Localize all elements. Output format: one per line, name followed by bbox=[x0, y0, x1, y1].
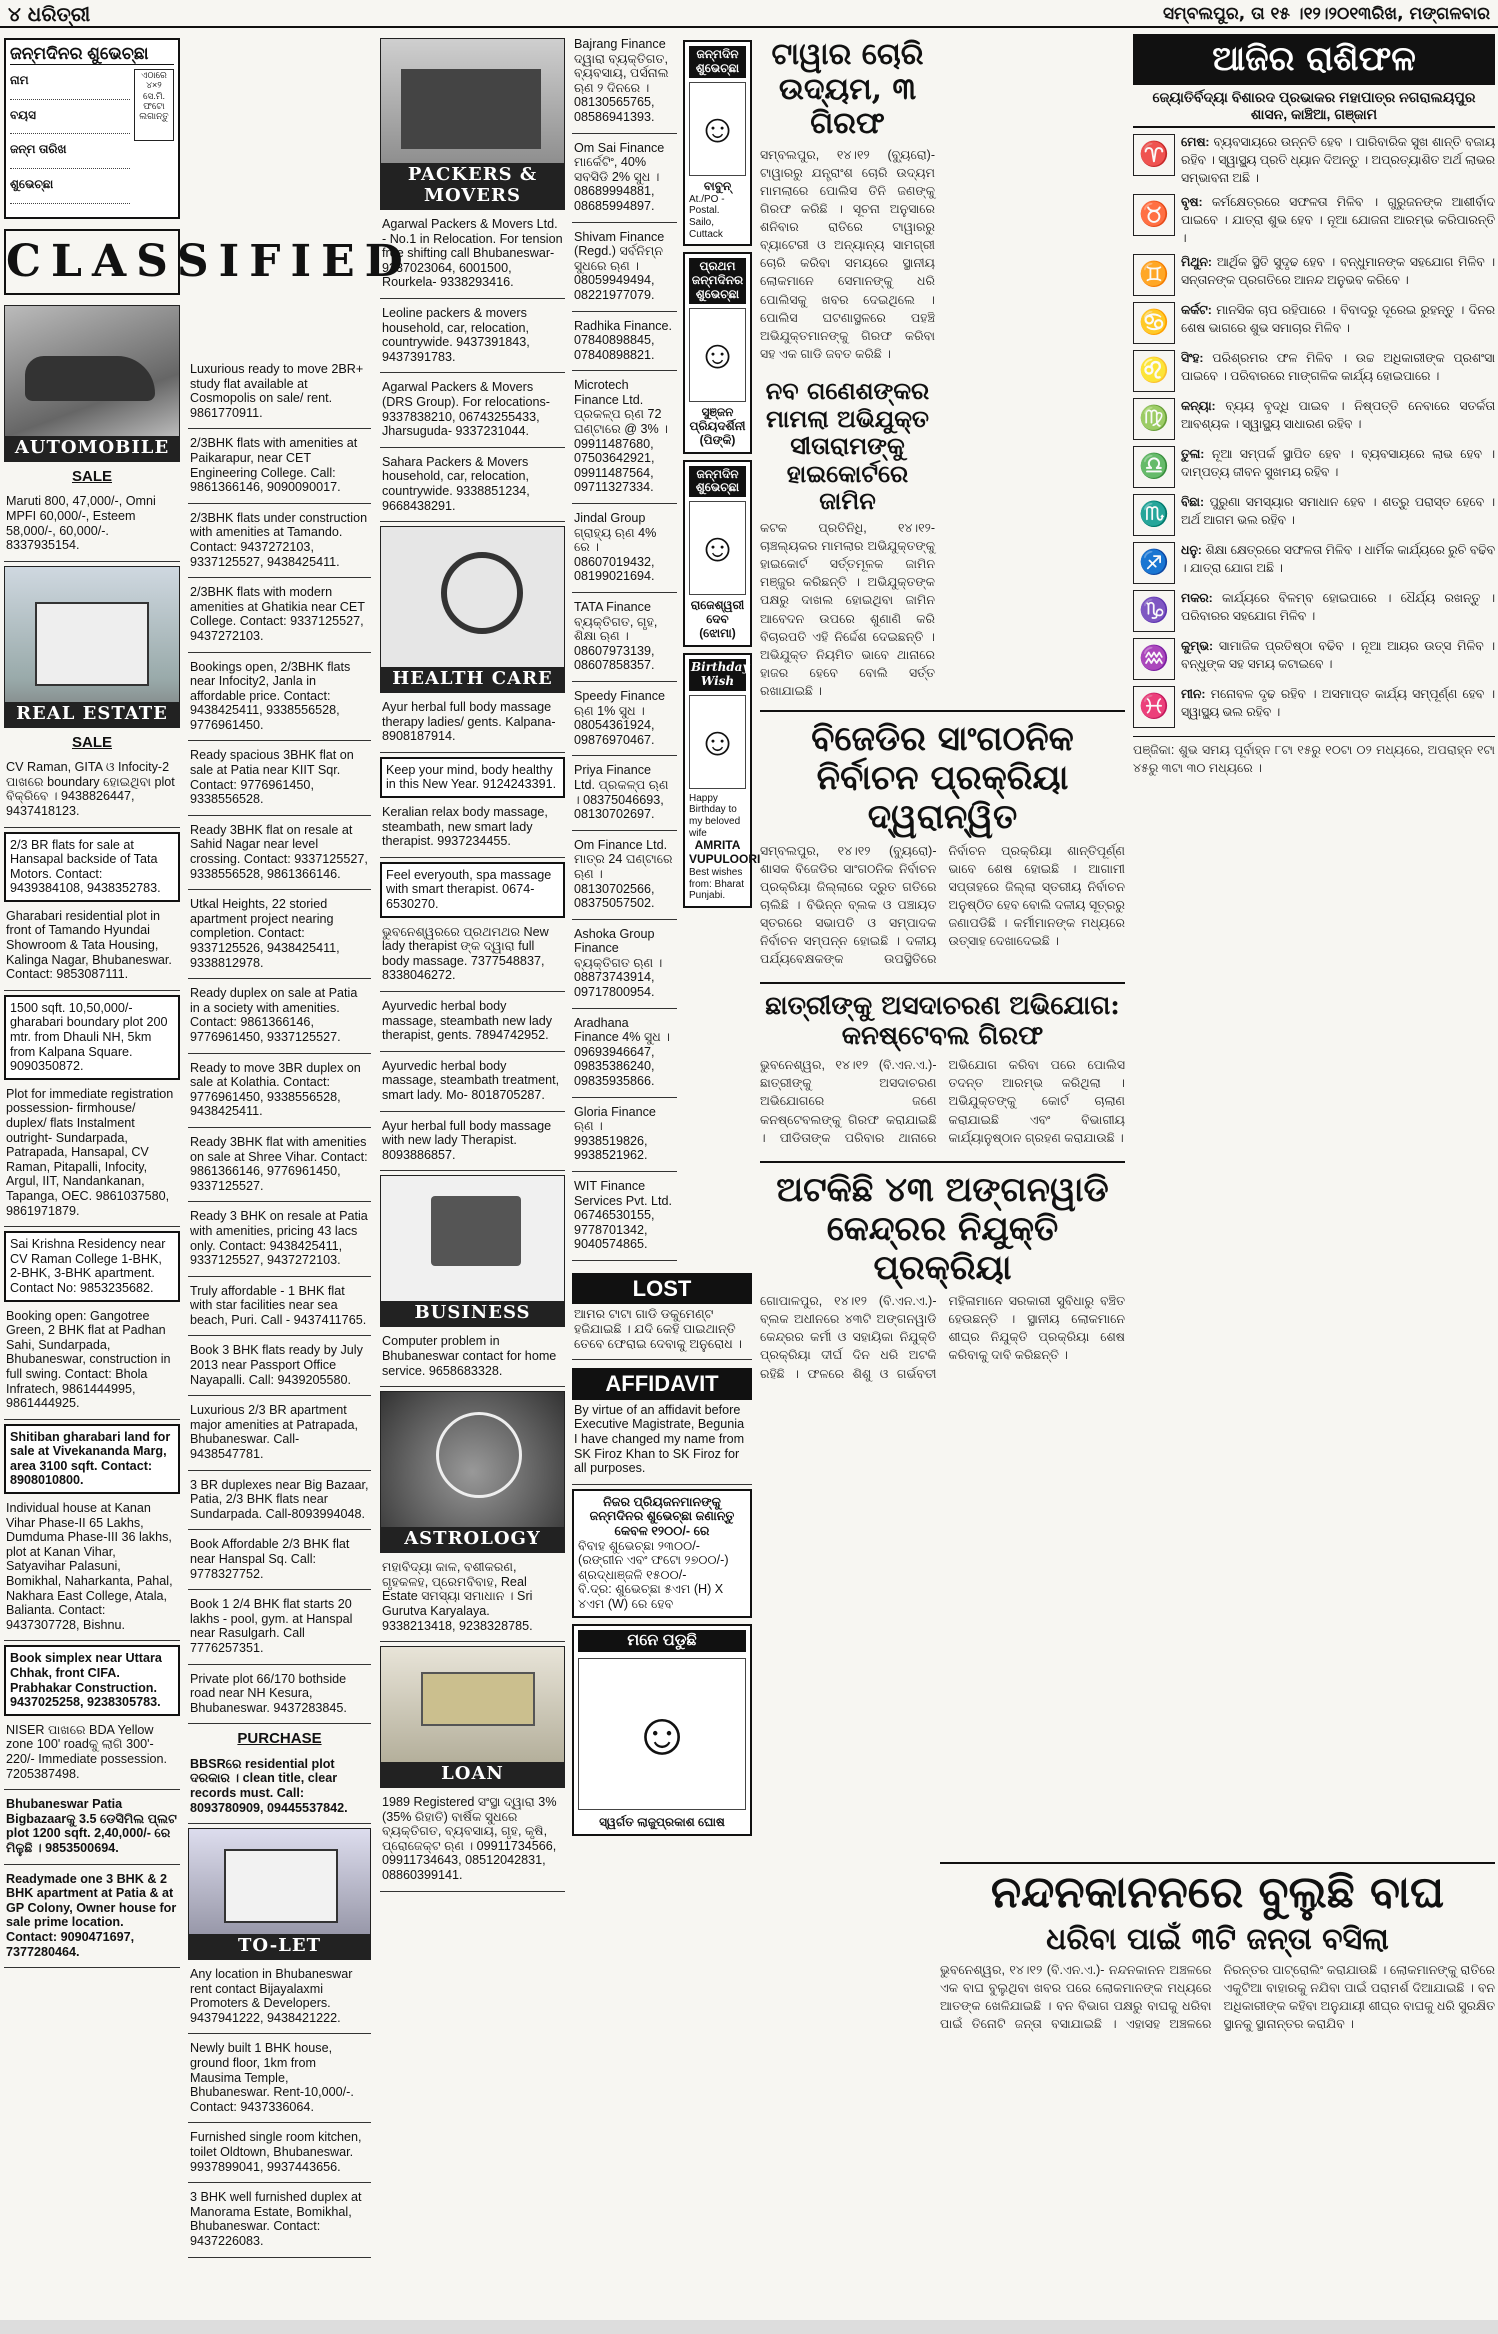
memorial-box bbox=[572, 1624, 752, 1836]
elder-photo: ☺ bbox=[578, 1658, 746, 1810]
horoscope-sign: ♋ କର୍କଟ: ମାନସିକ ଚାପ ରହିପାରେ । ବିବାଦରୁ ଦୂରେଇ ରୁହନ୍ତୁ । ଦିନର ଶେଷ ଭାଗରେ ଶୁଭ ସମାଚାର ମିଳିବ । bbox=[1133, 302, 1495, 344]
loan-banner bbox=[380, 1646, 565, 1788]
lost-heading: LOST bbox=[572, 1273, 752, 1305]
ad-item: NISER ପାଖରେ BDA Yellow zone 100' roadକୁ ଲାଗି 300'- 220/- Immediate possession. 7205387498. bbox=[4, 1720, 180, 1790]
finance-ad: Shivam Finance (Regd.) ସର୍ବନିମ୍ନ ସୁଧରେ ଋଣ । 08059949494, 08221977079. bbox=[572, 227, 677, 312]
ad-item: 2/3BHK flats with amenities at Paikarapur, near CET Engineering College. Call: 9861366146, 9090090017. bbox=[188, 433, 371, 503]
wish-name: ସୁଞ୍ଜନ ପ୍ରିୟଦର୍ଶିନୀ (ପିଙ୍କି) bbox=[689, 404, 746, 447]
zodiac-wheel-icon bbox=[436, 1412, 522, 1498]
ad-item: Booking open: Gangotree Green, 2 BHK flat at Padhan Sahi, Sundarpada, Bhubaneswar, construction in full swing. Contact: Bhola Infratech, 9861444995, 9861444925. bbox=[4, 1306, 180, 1420]
wish-line: Happy Birthday to my beloved wife bbox=[689, 792, 741, 839]
headline-bjd-election: ବିଜେଡିର ସାଂଗଠନିକ ନିର୍ବାଚନ ପ୍ରକ୍ରିୟା ଦ୍ୱରାନ୍ୱିତ bbox=[811, 719, 1074, 838]
memorial-title: ମନେ ପଡୁଛି bbox=[578, 1630, 746, 1653]
page-bottom-edge bbox=[0, 2320, 1498, 2334]
real-estate-label: REAL ESTATE bbox=[5, 702, 179, 727]
house-icon bbox=[35, 602, 149, 686]
form-field-wish[interactable]: ଶୁଭେଚ୍ଛା bbox=[10, 178, 130, 208]
ad-item: Newly built 1 BHK house, ground floor, 1km from Mausima Temple, Bhubaneswar. Rent-10,000/-. Contact: 9437336064. bbox=[188, 2038, 371, 2123]
ad-item: Sai Krishna Residency near CV Raman College 1-BHK, 2-BHK, 3-BHK apartment. Contact No: 9853235682. bbox=[4, 1231, 180, 1301]
story-high-court-bail: କଟକ ପ୍ରତିନିଧି, ୧୪।୧୨- ଚାଞ୍ଚଲ୍ୟକର ମାମଲାର ଅଭିଯୁକ୍ତଙ୍କୁ ହାଇକୋର୍ଟ ସର୍ତ୍ତମୂଳକ ଜାମିନ ମଞ୍ଜୁର କରିଛନ୍ତି । ଅଭିଯୁକ୍ତଙ୍କ ପକ୍ଷରୁ ଦାଖଲ ହୋଇଥିବା ଜାମିନ ଆବେଦନ ଉପରେ ଶୁଣାଣି କରି ବିଚାରପତି ଏହି ନିର୍ଦ୍ଦେଶ ଦେଇଛନ୍ତି । ଅଭିଯୁକ୍ତ ନିୟମିତ ଭାବେ ଥାନାରେ ହାଜର ହେବେ ବୋଲି ସର୍ତ୍ତ ରଖାଯାଇଛି । bbox=[760, 520, 935, 699]
horoscope-sign: ♍ କନ୍ୟା: ବ୍ୟୟ ବୃଦ୍ଧି ପାଇବ । ନିଷ୍ପତ୍ତି ନେବାରେ ସତର୍କତା ଆବଶ୍ୟକ । ସ୍ୱାସ୍ଥ୍ୟ ସାଧାରଣ ରହିବ । bbox=[1133, 398, 1495, 440]
finance-ad: Speedy Finance ଋଣ 1% ସୁଧ । 08054361924, 09876970467. bbox=[572, 686, 677, 756]
ad-item: Truly affordable - 1 BHK flat with star facilities near sea beach, Puri. Call - 9437411765. bbox=[188, 1281, 371, 1337]
ad-item: Ayur herbal full body massage therapy ladies/ gents. Kalpana- 8908187914. bbox=[380, 697, 565, 753]
child-photo: ☺ bbox=[689, 308, 746, 402]
muhurta-text: ପଞ୍ଜିକା: ଶୁଭ ସମୟ ପୂର୍ବାହ୍ନ ୮ଟା ୧୫ରୁ ୧୦ଟା ୦୨ ମଧ୍ୟରେ, ଅପରାହ୍ନ ୧ଟା ୪୫ରୁ ୩ଟା ୩୦ ମଧ୍ୟରେ । bbox=[1133, 736, 1495, 777]
car-icon bbox=[25, 356, 155, 401]
wish-title: Birthday Wish bbox=[689, 659, 746, 691]
rates-box bbox=[572, 1489, 752, 1618]
ad-item: Readymade one 3 BHK & 2 BHK apartment at Patia & at GP Colony, Owner house for sale prime location. Contact: 9090471697, 7377280464. bbox=[4, 1869, 180, 1969]
headline-tower-theft: ଟାୱାର ଚୋରି ଉଦ୍ୟମ, ୩ ଗିରଫ bbox=[771, 37, 924, 141]
ad-item: Agarwal Packers & Movers (DRS Group). For relocations- 9337838210, 06743255433, Jharsuguda- 9337231044. bbox=[380, 377, 565, 447]
ad-item: Book 3 BHK flats ready by July 2013 near Passport Office Nayapalli. Call: 9439205580. bbox=[188, 1340, 371, 1396]
ad-item: Maruti 800, 47,000/-, Omni MPFI 60,000/-, Esteem 58,000/-, 60,000/-. 8337935154. bbox=[4, 491, 180, 561]
wish-title: ଜନ୍ମଦିନ ଶୁଭେଚ୍ଛା bbox=[689, 466, 746, 498]
leo-icon: ♌ bbox=[1133, 350, 1175, 392]
wish-address: At./PO - Postal. Sailo, Cuttack bbox=[689, 193, 725, 240]
ad-item: Ayurvedic herbal body massage, steambath new lady therapist, gents. 7894742952. bbox=[380, 996, 565, 1052]
ad-item: Bookings open, 2/3BHK flats near Infocity2, Janla in affordable price. Contact: 9438425411, 9338556528, 9776961450. bbox=[188, 657, 371, 742]
packers-banner bbox=[380, 38, 565, 210]
finance-ad: WIT Finance Services Pvt. Ltd. 06746530155, 9778701342, 9040574865. bbox=[572, 1176, 677, 1261]
finance-ad: Aradhana Finance 4% ସୁଧ । 09693946647, 09835386240, 09835935866. bbox=[572, 1013, 677, 1098]
ad-item: Agarwal Packers & Movers Ltd. - No.1 in Relocation. For tension free shifting call Bhubaneswar- 9337023064, 6001500, Rourkela- 9338293416. bbox=[380, 214, 565, 299]
ad-item: BBSRରେ residential plot ଦରକାର । clean title, clear records must. Call: 8093780909, 09445537842. bbox=[188, 1754, 371, 1824]
ad-item: 3 BR duplexes near Big Bazaar, Patia, 2/3 BHK flats near Sundarpada. Call-8093994048. bbox=[188, 1475, 371, 1531]
ad-item: Sahara Packers & Movers household, car, relocation, countrywide. 9338851234, 9668438291. bbox=[380, 452, 565, 522]
rates-line: (ରଙ୍ଗୀନ ଏବଂ ଫଟୋ ୨୭୦୦/-) bbox=[578, 1553, 729, 1568]
horoscope-sign: ♉ ବୃଷ: କର୍ମକ୍ଷେତ୍ରରେ ସଫଳତା ମିଳିବ । ଗୁରୁଜନଙ୍କ ଆଶୀର୍ବାଦ ପାଇବେ । ଯାତ୍ରା ଶୁଭ ହେବ । ନୂଆ ଯୋଜନା ଆରମ୍ଭ କରିପାରନ୍ତି । bbox=[1133, 194, 1495, 248]
ad-item: Bhubaneswar Patia Bigbazaarକୁ 3.5 ଡେସିମିଲ ପ୍ଲଟ plot 1200 sqft. 2,40,000/- ରେ ମିଳୁଛି । 9853500694. bbox=[4, 1794, 180, 1864]
rates-line: ଶ୍ରଦ୍ଧାଞ୍ଜଳି ୧୫୦୦/- bbox=[578, 1567, 687, 1582]
finance-ad: Microtech Finance Ltd. ପ୍ରକଳ୍ପ ଋଣ 72 ଘଣ୍ଟାରେ @ 3% । 09911487680, 07503642921, 09911487564, 09711327334. bbox=[572, 375, 677, 504]
ad-item: Private plot 66/170 bothside road near NH Kesura, Bhubaneswar. 9437283845. bbox=[188, 1669, 371, 1725]
subheadline-tiger: ଧରିବା ପାଇଁ ୩ଟି ଜନ୍ତା ବସିଲା bbox=[1046, 1921, 1389, 1957]
gemini-icon: ♊ bbox=[1133, 254, 1175, 296]
ad-item: Luxurious 2/3 BR apartment major amenities at Patrapada, Bhubaneswar. Call-9438547781. bbox=[188, 1400, 371, 1470]
ad-item: ଭୁବନେଶ୍ୱରରେ ପ୍ରଥମଥର New lady therapist ଙ୍କ ଦ୍ୱାରା full body massage. 7377548837, 8338046272. bbox=[380, 922, 565, 992]
birthday-form-title: ଜନ୍ମଦିନର ଶୁଭେଚ୍ଛା bbox=[10, 44, 174, 65]
finance-ad: Priya Finance Ltd. ପ୍ରକଳ୍ପ ଋଣ । 08375046693, 08130702697. bbox=[572, 760, 677, 830]
ad-item: 2/3BHK flats with modern amenities at Ghatikia near CET College. Contact: 9337125527, 9437272103. bbox=[188, 582, 371, 652]
taurus-icon: ♉ bbox=[1133, 194, 1175, 236]
story-constable-arrest: ଭୁବନେଶ୍ୱର, ୧୪।୧୨ (ବି.ଏନ.ଏ.)- ଛାତ୍ରୀଙ୍କୁ ଅସଦାଚରଣ ଅଭିଯୋଗରେ ଜଣେ କନଷ୍ଟେବଲଙ୍କୁ ଗିରଫ କରାଯାଇଛି । ପୀଡିତାଙ୍କ ପରିବାର ଥାନାରେ ଅଭିଯୋଗ କରିବା ପରେ ପୋଲିସ ତଦନ୍ତ ଆରମ୍ଭ କରିଥିଲା । ଅଭିଯୁକ୍ତଙ୍କୁ କୋର୍ଟ ଚାଲାଣ କରାଯାଇଛି ଏବଂ ବିଭାଗୀୟ କାର୍ଯ୍ୟାନୁଷ୍ଠାନ ଗ୍ରହଣ କରାଯାଉଛି । bbox=[760, 1058, 1125, 1145]
finance-ad: Bajrang Finance ଦ୍ୱାରା ବ୍ୟକ୍ତିଗତ, ବ୍ୟବସାୟ, ପର୍ସନାଲ ଋଣ ୨ ଦିନରେ । 08130565765, 08586941393. bbox=[572, 34, 677, 134]
capricorn-icon: ♑ bbox=[1133, 590, 1175, 632]
rates-title: ନିଜର ପ୍ରିୟଜନମାନଙ୍କୁ ଜନ୍ମଦିନର ଶୁଭେଚ୍ଛା ଜଣାନ୍ତୁ କେବଳ ୧୨୦୦/- ରେ bbox=[589, 1494, 735, 1538]
wish-name: ବାବୁନ୍ bbox=[703, 178, 732, 193]
business-banner bbox=[380, 1175, 565, 1327]
ad-item: Luxurious ready to move 2BR+ study flat available at Cosmopolis on sale/ rent. 9861770911. bbox=[188, 359, 371, 429]
birthday-wish-3 bbox=[683, 460, 752, 648]
wish-name: ରାଜେଶ୍ୱରୀ ଦେବ (ଝୋମା) bbox=[690, 598, 745, 641]
ad-item: Book Affordable 2/3 BHK flat near Hanspal Sq. Call: 9778327752. bbox=[188, 1534, 371, 1590]
ad-item: Book 1 2/4 BHK flat starts 20 lakhs - pool, gym. at Hanspal near Rasulgarh. Call 7776257351. bbox=[188, 1594, 371, 1664]
child-photo: ☺ bbox=[689, 82, 746, 176]
libra-icon: ♎ bbox=[1133, 446, 1175, 488]
sale-heading-2: SALE bbox=[71, 733, 112, 751]
ad-item: Ready 3BHK flat on resale at Sahid Nagar near level crossing. Contact: 9337125527, 9338556528, 9861366146. bbox=[188, 820, 371, 890]
finance-ad: Jindal Group ଗ୍ରାହ୍ୟ ଋଣ 4% ରେ । 08607019432, 08199021694. bbox=[572, 508, 677, 593]
finance-ad: Ashoka Group Finance ବ୍ୟକ୍ତିଗତ ଋଣ । 08873743914, 09717800954. bbox=[572, 924, 677, 1009]
truck-icon bbox=[401, 69, 541, 149]
ad-item: Gharabari residential plot in front of Tamando Hyundai Showroom & Tata Housing, Kalinga Nagar, Bhubaneswar. Contact: 9853087111. bbox=[4, 906, 180, 991]
real-estate-banner bbox=[4, 566, 180, 728]
memorial-name: ସ୍ୱର୍ଗତ ଲାଜୁପ୍ରକାଶ ଘୋଷ bbox=[599, 1815, 725, 1830]
wish-title: ଜନ୍ମଦିନ ଶୁଭେଚ୍ଛା bbox=[689, 46, 746, 78]
ad-item: Leoline packers & movers household, car, relocation, countrywide. 9437391843, 9437391783. bbox=[380, 303, 565, 373]
ad-item: 2/3 BR flats for sale at Hansapal backside of Tata Motors. Contact: 9439384108, 9438352783. bbox=[4, 832, 180, 902]
lost-notice: ଆମର ଟାଟା ଗାଡି ଡକୁମେଣ୍ଟ ହଜିଯାଇଛି । ଯଦି କେହି ପାଇଥାନ୍ତି ତେବେ ଫେରାଇ ଦେବାକୁ ଅନୁରୋଧ । bbox=[572, 1304, 752, 1360]
column-4 bbox=[572, 34, 761, 2324]
cancer-icon: ♋ bbox=[1133, 302, 1175, 344]
horoscope-sign: ♏ ବିଛା: ପୁରୁଣା ସମସ୍ୟାର ସମାଧାନ ହେବ । ଶତ୍ରୁ ପରାସ୍ତ ହେବେ । ଅର୍ଥ ଆଗମ ଭଲ ରହିବ । bbox=[1133, 494, 1495, 536]
finance-ad: TATA Finance ବ୍ୟକ୍ତିଗତ, ଗୃହ, ଶିକ୍ଷା ଋଣ । 08607973139, 08607858357. bbox=[572, 597, 677, 682]
briefcase-icon bbox=[431, 1196, 521, 1266]
birthday-wish-4 bbox=[683, 653, 761, 908]
story-tower-theft: ସମ୍ବଲପୁର, ୧୪।୧୨ (ବ୍ୟୁରୋ)- ଟାୱାରରୁ ଯନ୍ତ୍ରାଂଶ ଚୋରି ଉଦ୍ୟମ ମାମଲାରେ ପୋଲିସ ତିନି ଜଣଙ୍କୁ ଗିରଫ କରିଛି । ସୂଚନା ଅନୁସାରେ ଶନିବାର ରାତିରେ ଟାୱାରରୁ ବ୍ୟାଟେରୀ ଓ ଅନ୍ୟାନ୍ୟ ସାମଗ୍ରୀ ଚୋରି କରିବା ସମୟରେ ସ୍ଥାନୀୟ ଲୋକମାନେ ସେମାନଙ୍କୁ ଧରି ପୋଲିସକୁ ଖବର ଦେଇଥିଲେ । ପୋଲିସ ଘଟଣାସ୍ଥଳରେ ପହଞ୍ଚି ଅଭିଯୁକ୍ତମାନଙ୍କୁ ଗିରଫ କରିବା ସହ ଏକ ଗାଡି ଜବତ କରିଛି । bbox=[760, 147, 935, 361]
ad-item: 3 BHK well furnished duplex at Manorama Estate, Bomikhal, Bhubaneswar. Contact: 9437226083. bbox=[188, 2187, 371, 2257]
to-let-banner bbox=[188, 1828, 371, 1960]
ad-item: Any location in Bhubaneswar rent contact Bijayalaxmi Promoters & Developers. 9437941222, 9438421222. bbox=[188, 1964, 371, 2034]
classified-heading: CLASSIFIED bbox=[4, 229, 180, 295]
horoscope-sign: ♑ ମକର: କାର୍ଯ୍ୟରେ ବିଳମ୍ବ ହୋଇପାରେ । ଧୈର୍ଯ୍ୟ ରଖନ୍ତୁ । ପରିବାରର ସହଯୋଗ ମିଳିବ । bbox=[1133, 590, 1495, 632]
pisces-icon: ♓ bbox=[1133, 686, 1175, 728]
headline-high-court-bail: ନବ ଗଣେଶଙ୍କର ମାମଲା ଅଭିଯୁକ୍ତ ସୀତାରାମଙ୍କୁ ହାଇକୋର୍ଟରେ ଜାମିନ bbox=[765, 376, 930, 516]
horoscope-sign: ♐ ଧନୁ: ଶିକ୍ଷା କ୍ଷେତ୍ରରେ ସଫଳତା ମିଳିବ । ଧାର୍ମିକ କାର୍ଯ୍ୟରେ ରୁଚି ବଢିବ । ଯାତ୍ରା ଯୋଗ ଅଛି । bbox=[1133, 542, 1495, 584]
stethoscope-icon bbox=[441, 552, 523, 634]
business-label: BUSINESS bbox=[381, 1301, 564, 1326]
ad-item: Plot for immediate registration possession- firmhouse/ duplex/ flats Instalment outright- Sundarpada, Patrapada, Hansapal, CV Raman, Pitapalli, Infocity, Argul, IIT, Nandankanan, Tapanga, OEC. 9861037580, 9861971879. bbox=[4, 1084, 180, 1227]
loan-label: LOAN bbox=[381, 1762, 564, 1787]
horoscope-sign: ♒ କୁମ୍ଭ: ସାମାଜିକ ପ୍ରତିଷ୍ଠା ବଢିବ । ନୂଆ ଆୟର ଉତ୍ସ ମିଳିବ । ବନ୍ଧୁଙ୍କ ସହ ସମୟ କଟାଇବେ । bbox=[1133, 638, 1495, 680]
ad-item: Ready duplex on sale at Patia in a society with amenities. Contact: 9861366146, 9776961450, 9337125527. bbox=[188, 983, 371, 1053]
ad-item: 1500 sqft. 10,50,000/- gharabari boundary plot 200 mtr. from Dhauli NH, 5km from Kalpana Square. 9090350872. bbox=[4, 995, 180, 1080]
ad-item: Keralian relax body massage, steambath, new smart lady therapist. 9937234455. bbox=[380, 802, 565, 858]
scorpio-icon: ♏ bbox=[1133, 494, 1175, 536]
automobile-banner bbox=[4, 305, 180, 462]
health-care-banner bbox=[380, 526, 565, 693]
horoscope-byline: ଜ୍ୟୋତିର୍ବିଦ୍ୟା ବିଶାରଦ ପ୍ରଭାକର ମହାପାତ୍ର ନଗରାଲୟପୁର ଶାସନ, କାଞ୍ଚିଆ, ଗଞ୍ଜାମ bbox=[1133, 85, 1495, 127]
ad-item: Ready 3BHK flat with amenities on sale at Shree Vihar. Contact: 9861366146, 9776961450, 9337125527. bbox=[188, 1132, 371, 1202]
column-3 bbox=[380, 34, 565, 2324]
money-icon bbox=[421, 1672, 535, 1726]
purchase-heading: PURCHASE bbox=[237, 1730, 322, 1748]
form-field-age[interactable]: ବୟସ bbox=[10, 109, 130, 139]
house-icon bbox=[224, 1849, 338, 1923]
finance-ad: Om Sai Finance ମାର୍କେଟିଂ, 40% ସବସିଡି 2% ସୁଧ । 08689994881, 08685994897. bbox=[572, 138, 677, 223]
rates-line: ବି.ଦ୍ର: ଶୁଭେଚ୍ଛା ୫ଏମ (H) X ୪ଏମ (W) ରେ ହେବ bbox=[578, 1582, 724, 1611]
packers-label: PACKERS & MOVERS bbox=[381, 163, 564, 209]
finance-ad: Radhika Finance. 07840898845, 07840898821. bbox=[572, 316, 677, 372]
headline-tiger: ନନ୍ଦନକାନନରେ ବୁଲୁଛି ବାଘ bbox=[990, 1867, 1445, 1918]
to-let-label: TO-LET bbox=[189, 1934, 370, 1959]
ad-item: Ayurvedic herbal body massage, steambath treatment, smart lady. Mo- 8018705287. bbox=[380, 1056, 565, 1112]
column-2 bbox=[188, 34, 371, 2324]
horoscope-title: ଆଜିର ରାଶିଫଳ bbox=[1133, 34, 1495, 85]
photo-placeholder: ଏଠାରେ ୪×୨ ସେ.ମି. ଫଟୋ ଲଗାନ୍ତୁ bbox=[134, 69, 174, 141]
woman-photo: ☺ bbox=[689, 695, 746, 789]
ad-item: Keep your mind, body healthy in this New Year. 9124243391. bbox=[380, 757, 565, 798]
astrology-label: ASTROLOGY bbox=[381, 1527, 564, 1552]
health-care-label: HEALTH CARE bbox=[381, 667, 564, 692]
child-photo: ☺ bbox=[689, 501, 746, 595]
finance-ad: Om Finance Ltd. ମାତ୍ର 24 ଘଣ୍ଟାରେ ଋଣ । 08130702566, 08375057502. bbox=[572, 835, 677, 920]
birthday-form bbox=[4, 38, 180, 219]
horoscope-sign: ♎ ତୁଳା: ନୂଆ ସମ୍ପର୍କ ସ୍ଥାପିତ ହେବ । ବ୍ୟବସାୟରେ ଲାଭ ହେବ । ଦାମ୍ପତ୍ୟ ଜୀବନ ସୁଖମୟ ରହିବ । bbox=[1133, 446, 1495, 488]
dateline: ସମ୍ବଲପୁର, ତା ୧୫ ।୧୨।୨୦୧୩ରିଖ, ମଙ୍ଗଳବାର bbox=[1162, 4, 1490, 24]
headline-constable-arrest: ଛାତ୍ରୀଙ୍କୁ ଅସଦାଚରଣ ଅଭିଯୋଗ: କନଷ୍ଟେବଲ ଗିରଫ bbox=[765, 991, 1120, 1052]
sagittarius-icon: ♐ bbox=[1133, 542, 1175, 584]
birthday-wish-1 bbox=[683, 40, 752, 246]
affidavit-heading: AFFIDAVIT bbox=[572, 1368, 752, 1400]
ad-item: 1989 Registered ସଂସ୍ଥା ଦ୍ୱାରା 3% (35% ରିହାତି) ବାର୍ଷିକ ସୁଧରେ ବ୍ୟକ୍ତିଗତ, ବ୍ୟବସାୟ, ଗୃହ, କୃଷି, ପ୍ରୋଜେକ୍ଟ ଋଣ । 09911734566, 09911734643, 08512042831, 08860399141. bbox=[380, 1792, 565, 1892]
aries-icon: ♈ bbox=[1133, 134, 1175, 176]
tiger-story bbox=[940, 1862, 1495, 2324]
ad-item: Ready 3 BHK on resale at Patia with amenities, pricing 43 lacs only. Contact: 9438425411, 9337125527, 9437272103. bbox=[188, 1206, 371, 1276]
ad-item: ମହାବିଦ୍ୟା କାଳ, ବଶୀକରଣ, ଗୃହକଳହ, ପ୍ରେମବିବାହ, Real Estate ସମସ୍ୟା ସମାଧାନ । Sri Gurutva Karyalaya. 9338213418, 9238328785. bbox=[380, 1557, 565, 1642]
wish-name: AMRITA VUPULOORI bbox=[689, 838, 761, 867]
horoscope-sign: ♌ ସିଂହ: ପରିଶ୍ରମର ଫଳ ମିଳିବ । ଉଚ୍ଚ ଅଧିକାରୀଙ୍କ ପ୍ରଶଂସା ପାଇବେ । ପରିବାରରେ ମାଙ୍ଗଳିକ କାର୍ଯ୍ୟ ହୋଇପାରେ । bbox=[1133, 350, 1495, 392]
ad-item: Ready to move 3BR duplex on sale at Kolathia. Contact: 9776961450, 9338556528, 9438425411. bbox=[188, 1058, 371, 1128]
form-field-name[interactable]: ନାମ bbox=[10, 74, 130, 104]
wish-from: Best wishes from: Bharat Punjabi. bbox=[689, 867, 745, 902]
story-tiger: ଭୁବନେଶ୍ୱର, ୧୪।୧୨ (ବି.ଏନ.ଏ.)- ନନ୍ଦନକାନନ ଅଞ୍ଚଳରେ ଏକ ବାଘ ବୁଲୁଥିବା ଖବର ପରେ ଲୋକମାନଙ୍କ ମଧ୍ୟରେ ଆତଙ୍କ ଖେଳିଯାଇଛି । ବନ ବିଭାଗ ପକ୍ଷରୁ ବାଘକୁ ଧରିବା ପାଇଁ ତିନୋଟି ଜନ୍ତା ବସାଯାଇଛି । ଏହାସହ ଅଞ୍ଚଳରେ ନିରନ୍ତର ପାଟ୍ରୋଲିଂ କରାଯାଉଛି । ଲୋକମାନଙ୍କୁ ରାତିରେ ଏକୁଟିଆ ବାହାରକୁ ନଯିବା ପାଇଁ ପରାମର୍ଶ ଦିଆଯାଇଛି । ବନ ଅଧିକାରୀଙ୍କ କହିବା ଅନୁଯାୟୀ ଶୀଘ୍ର ବାଘକୁ ଧରି ସୁରକ୍ଷିତ ସ୍ଥାନକୁ ସ୍ଥାନାନ୍ତର କରାଯିବ । bbox=[940, 1963, 1495, 2032]
virgo-icon: ♍ bbox=[1133, 398, 1175, 440]
ad-item: CV Raman, GITA ଓ Infocity-2 ପାଖରେ boundary ହୋଇଥିବା plot ବିକ୍ରିବେ । 9438826447, 9437418123. bbox=[4, 757, 180, 827]
rates-line: ବିବାହ ଶୁଭେଚ୍ଛା ୨୩୦୦/- bbox=[578, 1538, 700, 1553]
horoscope-sign: ♈ ମେଷ: ବ୍ୟବସାୟରେ ଉନ୍ନତି ହେବ । ପାରିବାରିକ ସୁଖ ଶାନ୍ତି ବଜାୟ ରହିବ । ସ୍ୱାସ୍ଥ୍ୟ ପ୍ରତି ଧ୍ୟାନ ଦିଅନ୍ତୁ । ଅପ୍ରତ୍ୟାଶିତ ଅର୍ଥ ଲାଭର ସମ୍ଭାବନା ଅଛି । bbox=[1133, 134, 1495, 188]
horoscope-sign: ♓ ମୀନ: ମନୋବଳ ଦୃଢ ରହିବ । ଅସମାପ୍ତ କାର୍ଯ୍ୟ ସମ୍ପୂର୍ଣ୍ଣ ହେବ । ସ୍ୱାସ୍ଥ୍ୟ ଭଲ ରହିବ । bbox=[1133, 686, 1495, 728]
ad-item: Shitiban gharabari land for sale at Vivekananda Marg, area 3100 sqft. Contact: 8908010800. bbox=[4, 1424, 180, 1494]
birthday-wish-2 bbox=[683, 252, 752, 453]
ad-item: Ready spacious 3BHK flat on sale at Patia near KIIT Sqr. Contact: 9776961450, 9338556528. bbox=[188, 745, 371, 815]
ad-item: 2/3BHK flats under construction with amenities at Tamando. Contact: 9437272103, 9337125527, 9438425411. bbox=[188, 508, 371, 578]
ad-item: Furnished single room kitchen, toilet Oldtown, Bhubaneswar. 9937899041, 9937443656. bbox=[188, 2127, 371, 2183]
horoscope-sign: ♊ ମିଥୁନ: ଆର୍ଥିକ ସ୍ଥିତି ସୁଦୃଢ ହେବ । ବନ୍ଧୁମାନଙ୍କ ସହଯୋଗ ମିଳିବ । ସନ୍ତାନଙ୍କ ପ୍ରଗତିରେ ଆନନ୍ଦ ଅନୁଭବ କରିବେ । bbox=[1133, 254, 1495, 296]
automobile-label: AUTOMOBILE bbox=[5, 436, 179, 461]
ad-item: Computer problem in Bhubaneswar contact for home service. 9658683328. bbox=[380, 1331, 565, 1387]
ad-item: Book simplex near Uttara Chhak, front CIFA. Prabhakar Construction. 9437025258, 9238305783. bbox=[4, 1645, 180, 1715]
page-header bbox=[0, 0, 1498, 28]
astrology-banner bbox=[380, 1391, 565, 1553]
sale-heading-1: SALE bbox=[71, 467, 112, 485]
headline-anganwadi: ଅଟକିଛି ୪୩ ଅଙ୍ଗନୱାଡି କେନ୍ଦ୍ରର ନିଯୁକ୍ତି ପ୍ରକ୍ରିୟା bbox=[776, 1169, 1109, 1288]
story-bjd-election: ସମ୍ବଲପୁର, ୧୪।୧୨ (ବ୍ୟୁରୋ)- ଶାସକ ବିଜେଡିର ସାଂଗଠନିକ ନିର୍ବାଚନ ପ୍ରକ୍ରିୟା ଜିଲ୍ଲାରେ ଦ୍ରୁତ ଗତିରେ ଚାଲିଛି । ବିଭିନ୍ନ ବ୍ଲକ ଓ ପଞ୍ଚାୟତ ସ୍ତରରେ ସଭାପତି ଓ ସମ୍ପାଦକ ନିର୍ବାଚନ ସମ୍ପନ୍ନ ହୋଇଛି । ଦଳୀୟ ପର୍ଯ୍ୟବେକ୍ଷକଙ୍କ ଉପସ୍ଥିତିରେ ନିର୍ବାଚନ ପ୍ରକ୍ରିୟା ଶାନ୍ତିପୂର୍ଣ୍ଣ ଭାବେ ଶେଷ ହୋଇଛି । ଆଗାମୀ ସପ୍ତାହରେ ଜିଲ୍ଲା ସ୍ତରୀୟ ନିର୍ବାଚନ ଅନୁଷ୍ଠିତ ହେବ ବୋଲି ଦଳୀୟ ସୂତ୍ରରୁ ଜଣାପଡିଛି । କର୍ମୀମାନଙ୍କ ମଧ୍ୟରେ ଉତ୍ସାହ ଦେଖାଦେଇଛି । bbox=[760, 843, 1125, 967]
page-number: ୪ ଧରିତ୍ରୀ bbox=[8, 2, 91, 26]
aquarius-icon: ♒ bbox=[1133, 638, 1175, 680]
finance-ad: Gloria Finance ଋଣ । 9938519826, 9938521962. bbox=[572, 1102, 677, 1172]
form-field-dob[interactable]: ଜନ୍ମ ତାରିଖ bbox=[10, 143, 130, 173]
affidavit-notice: By virtue of an affidavit before Executive Magistrate, Begunia I have changed my name from SK Firoz Khan to SK Firoz for all purposes. bbox=[572, 1400, 752, 1485]
ad-item: Individual house at Kanan Vihar Phase-II 65 Lakhs, Dumduma Phase-III 36 lakhs, plot at Kanan Vihar, Satyavihar Palasuni, Bomikhal, Naharkanta, Pahal, Nakhara East College, Atala, Balianta. Contact: 9437307728, Bishnu. bbox=[4, 1498, 180, 1641]
wish-title: ପ୍ରଥମ ଜନ୍ମଦିନର ଶୁଭେଚ୍ଛା bbox=[689, 258, 746, 304]
ad-item: Feel everyouth, spa massage with smart therapist. 0674-6530270. bbox=[380, 862, 565, 918]
ad-item: Ayur herbal full body massage with new lady Therapist. 8093886857. bbox=[380, 1116, 565, 1172]
ad-item: Utkal Heights, 22 storied apartment project nearing completion. Contact: 9337125526, 9438425411, 9338812978. bbox=[188, 894, 371, 979]
story-anganwadi: ଗୋପାଳପୁର, ୧୪।୧୨ (ବି.ଏନ.ଏ.)- ବ୍ଲକ ଅଧୀନରେ ୪୩ଟି ଅଙ୍ଗନୱାଡି କେନ୍ଦ୍ରର କର୍ମୀ ଓ ସହାୟିକା ନିଯୁକ୍ତି ପ୍ରକ୍ରିୟା ଦୀର୍ଘ ଦିନ ଧରି ଅଟକି ରହିଛି । ଫଳରେ ଶିଶୁ ଓ ଗର୍ଭବତୀ ମହିଳାମାନେ ସରକାରୀ ସୁବିଧାରୁ ବଞ୍ଚିତ ହେଉଛନ୍ତି । ସ୍ଥାନୀୟ ଲୋକମାନେ ଶୀଘ୍ର ନିଯୁକ୍ତି ପ୍ରକ୍ରିୟା ଶେଷ କରିବାକୁ ଦାବି କରିଛନ୍ତି । bbox=[760, 1294, 1125, 1381]
